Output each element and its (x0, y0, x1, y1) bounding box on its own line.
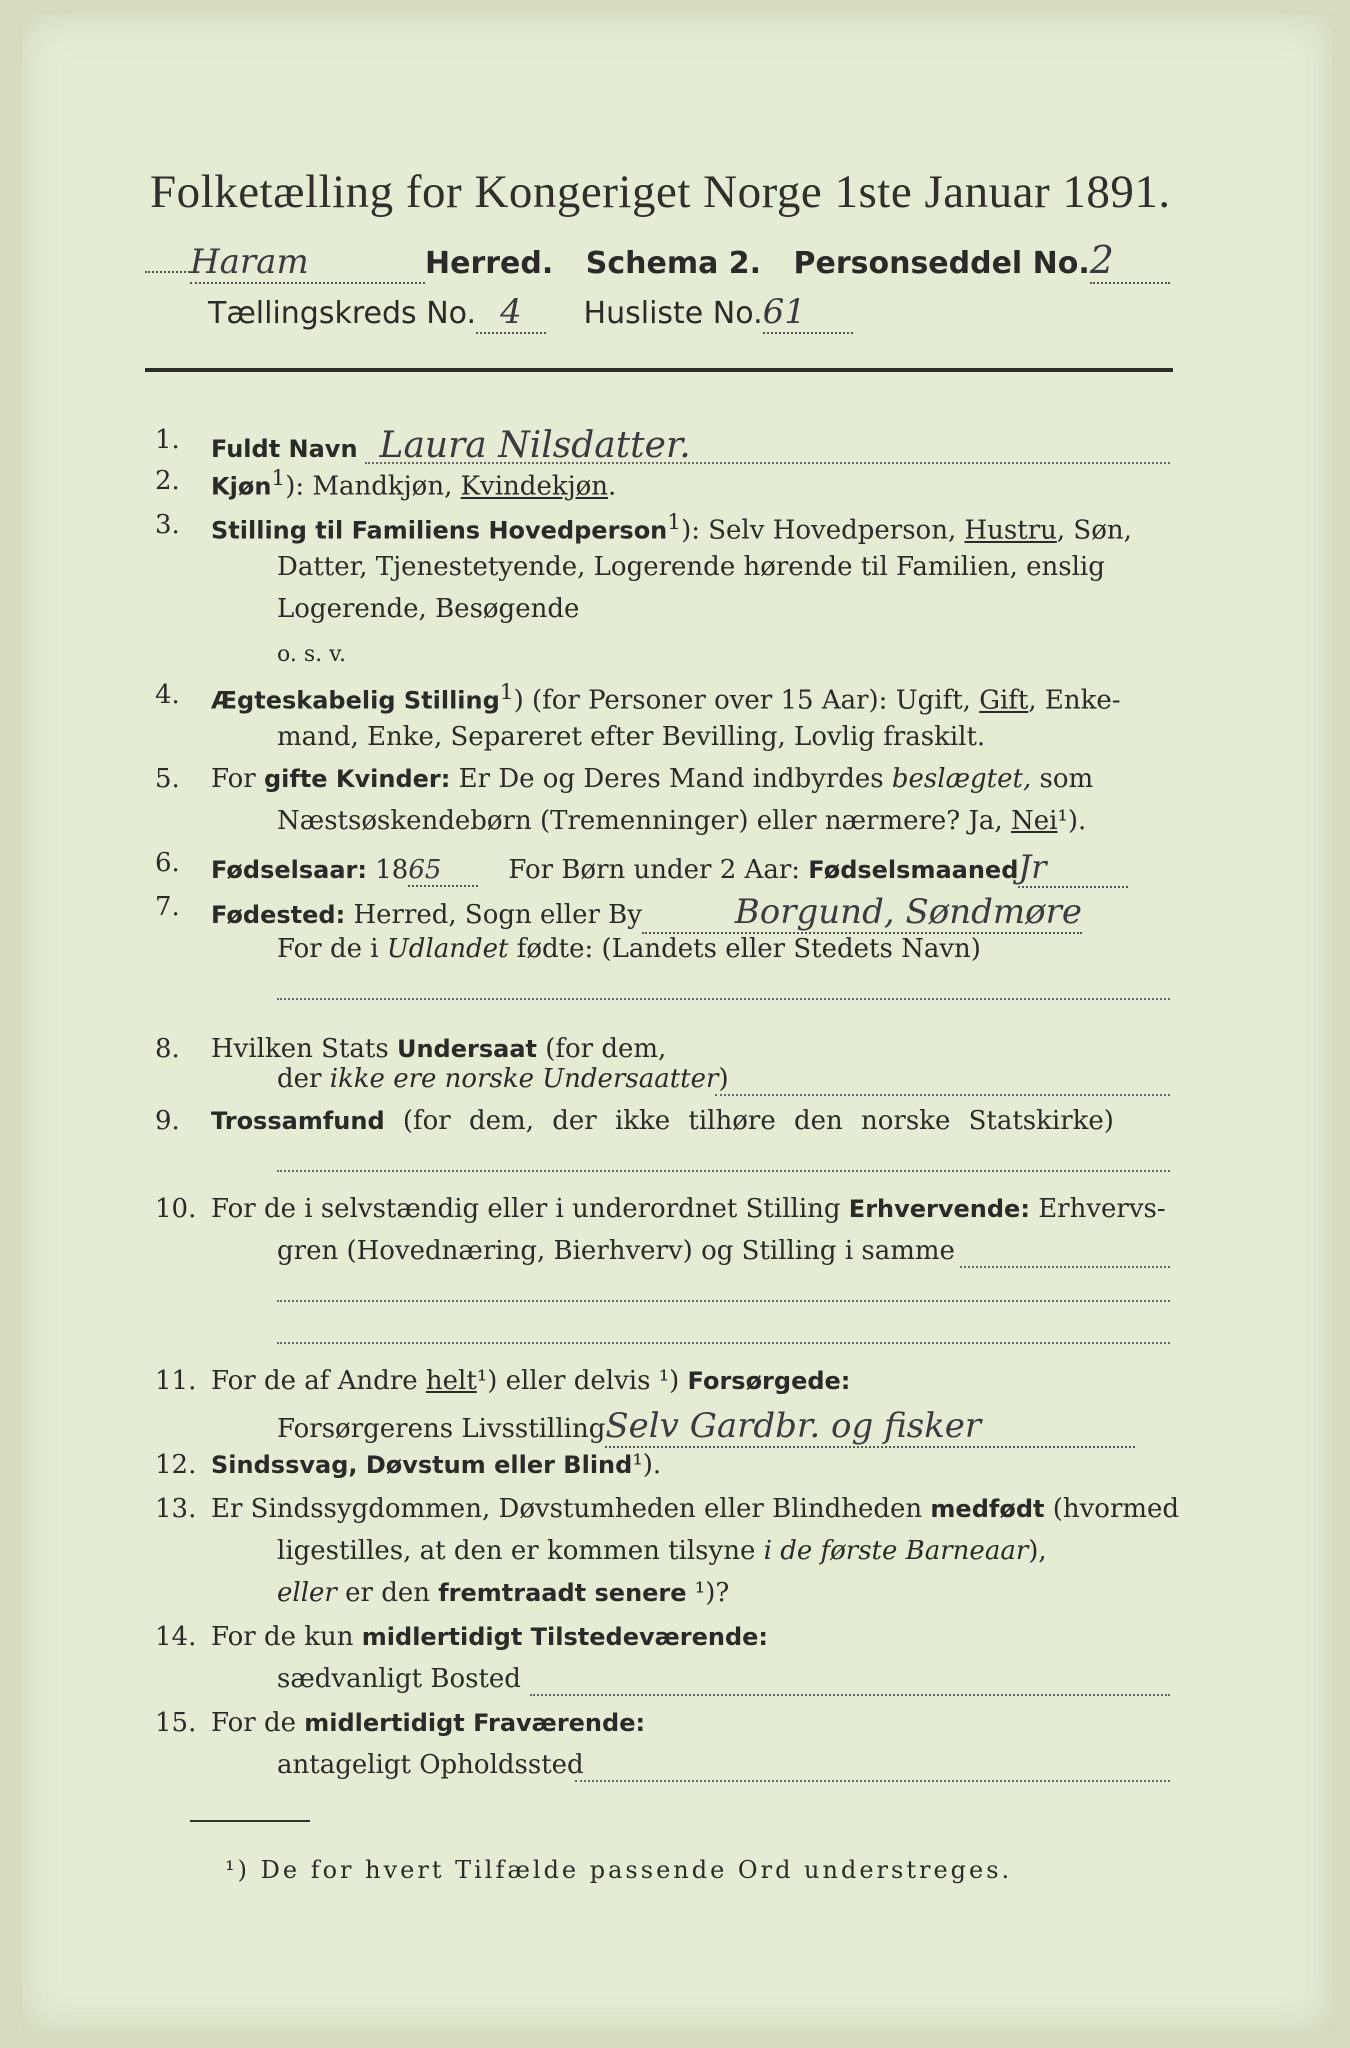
form-title: Folketælling for Kongeriget Norge 1ste Januar 1891. (150, 166, 1171, 218)
q13-line3-b: ¹)? (686, 1578, 730, 1608)
q11-label: Forsørgede: (687, 1367, 851, 1395)
q8-label: Undersaat (396, 1035, 537, 1063)
q13-line2-italic: i de første Barneaar (763, 1536, 1029, 1566)
q8-line2 (277, 1064, 729, 1094)
q15-text-a: For de (211, 1708, 305, 1738)
q1-value: Laura Nilsdatter. (379, 425, 691, 466)
q7-value: Borgund, Søndmøre (642, 892, 1082, 934)
q13-text-b: (hvormed (1044, 1494, 1180, 1524)
herred-line (145, 238, 1175, 284)
q8-line2-b: ) (718, 1064, 729, 1094)
q10-dotline-a (960, 1266, 1170, 1268)
q1-label: Fuldt Navn (211, 435, 358, 463)
q5-label: gifte Kvinder: (263, 765, 451, 793)
q11-num: 11. (155, 1366, 197, 1396)
q12-num: 12. (155, 1450, 197, 1480)
q10-num: 10. (155, 1194, 197, 1224)
q1-num: 1. (155, 425, 180, 455)
q12-label: Sindssvag, Døvstum eller Blind (211, 1451, 633, 1479)
q13-label: medfødt (930, 1495, 1045, 1523)
q4-num: 4. (155, 680, 180, 710)
personseddel-label: Personseddel No. (793, 246, 1090, 281)
q13-line3-label: fremtraadt senere (438, 1579, 687, 1607)
q4-line2: mand, Enke, Separeret efter Bevilling, Lovlig fraskilt. (277, 722, 986, 752)
q5-text-a: Er De og Deres Mand indbyrdes (450, 764, 892, 794)
q13-line2-b: ), (1028, 1536, 1047, 1566)
q3-line4: o. s. v. (277, 642, 346, 667)
q8-text-b: (for dem, (536, 1034, 667, 1064)
taellingskreds-value: 4 (476, 292, 546, 334)
q4-underlined: Gift (979, 685, 1029, 716)
q13-line2 (277, 1536, 1047, 1566)
q14-num: 14. (155, 1622, 197, 1652)
q6-label: Fødselsaar: (211, 856, 367, 884)
taellingskreds-line (208, 292, 1108, 334)
q15-dotline (575, 1780, 1170, 1782)
q5-num: 5. (155, 764, 180, 794)
q7-line2 (277, 934, 981, 964)
q5-line2-a: Næstsøskendebørn (Tremenninger) eller nærmere? Ja, (277, 806, 1011, 836)
q6-value: Jr (1018, 848, 1128, 888)
q13-text-a: Er Sindssygdommen, Døvstumheden eller Blindheden (211, 1494, 931, 1524)
q8-line2-italic: ikke ere norske Undersaatter (329, 1064, 719, 1094)
q14-text-a: For de kun (211, 1622, 362, 1652)
q11-value: Selv Gardbr. og fisker (605, 1406, 1135, 1448)
herred-label: Herred. (425, 246, 554, 281)
footnote-rule (190, 1820, 310, 1822)
q3-text-c: , Søn, (1056, 515, 1132, 546)
q5-text-c: som (1031, 764, 1094, 794)
q11-line2 (277, 1406, 1135, 1448)
q10-dotline-c (277, 1342, 1170, 1344)
q3-text-a: ): Selv Hovedperson, (681, 515, 965, 546)
q8-num: 8. (155, 1034, 180, 1064)
q2-label: Kjøn (211, 472, 272, 501)
q2-text-a: ): Mandkjøn, (285, 471, 461, 502)
q11-underlined: helt (425, 1366, 477, 1396)
q3-label: Stilling til Familiens Hovedperson (211, 516, 668, 545)
q6-label2: Fødselsmaaned (808, 856, 1019, 884)
q13-line3-italic: eller (277, 1578, 337, 1608)
q10-dotline-b (277, 1300, 1170, 1302)
q13-num: 13. (155, 1494, 197, 1524)
husliste-label: Husliste No. (583, 296, 763, 331)
q7-num: 7. (155, 892, 180, 922)
taellingskreds-label: Tællingskreds No. (208, 296, 476, 331)
header-rule (145, 368, 1173, 372)
q7-line2-b: fødte: (Landets eller Stedets Navn) (508, 934, 981, 964)
q5-text-italic: beslægtet, (891, 764, 1032, 794)
q5-line2-c: ¹). (1057, 806, 1087, 836)
q7-text-a: Herred, Sogn eller By (345, 900, 642, 930)
q5-line2 (277, 806, 1086, 836)
q14-label: midlertidigt Tilstedeværende: (361, 1623, 769, 1651)
q4-sup: 1 (499, 680, 514, 705)
q15-num: 15. (155, 1708, 197, 1738)
q10-text-b: Erhvervs- (1029, 1194, 1166, 1224)
q10-label: Erhvervende: (848, 1195, 1030, 1223)
q5-underlined: Nei (1010, 806, 1058, 836)
q9-label: Trossamfund (211, 1107, 385, 1135)
q3-line2: Datter, Tjenestetyende, Logerende hørende til Familien, enslig (277, 552, 1105, 582)
q4-text-c: , Enke- (1028, 685, 1121, 716)
q11-text-a: For de af Andre (211, 1366, 426, 1396)
q3-num: 3. (155, 510, 180, 540)
q10-text-a: For de i selvstændig eller i underordnet Stilling (211, 1194, 849, 1224)
q7-dotline (277, 998, 1170, 1000)
q4-label: Ægteskabelig Stilling (211, 686, 500, 715)
q3-sup: 1 (667, 510, 682, 535)
q7-line2-italic: Udlandet (386, 934, 509, 964)
q14-line2: sædvanligt Bosted (277, 1664, 521, 1694)
q11-line2-text: Forsørgerens Livsstilling (277, 1414, 606, 1444)
q8-text-a: Hvilken Stats (211, 1034, 397, 1064)
footnote: ¹) De for hvert Tilfælde passende Ord understreges. (225, 1856, 1013, 1884)
q3-line3: Logerende, Besøgende (277, 594, 580, 624)
q13-line2-a: ligestilles, at den er kommen tilsyne (277, 1536, 764, 1566)
q8-line2-a: der (277, 1064, 330, 1094)
q1-dotline (365, 462, 1170, 464)
q9-dotline (277, 1170, 1170, 1172)
q6-text-a: For Børn under 2 Aar: (508, 855, 809, 885)
q2-sup: 1 (271, 466, 286, 491)
q13-line3 (277, 1578, 729, 1608)
q15-line2: antageligt Opholdssted (277, 1750, 584, 1780)
q4-text-a: ) (for Personer over 15 Aar): Ugift, (513, 685, 980, 716)
q6-num: 6. (155, 848, 180, 878)
q10-line2: gren (Hovednæring, Bierhverv) og Stilling i samme (277, 1236, 955, 1266)
q7-label: Fødested: (211, 901, 346, 929)
q3-underlined: Hustru (964, 515, 1057, 546)
q12-text-a: ¹). (632, 1450, 662, 1480)
q2-text-c: . (608, 471, 617, 502)
personseddel-value: 2 (1090, 238, 1170, 284)
q2-underlined: Kvindekjøn (460, 471, 609, 502)
herred-value: Haram (190, 242, 425, 284)
q14-dotline (530, 1694, 1170, 1696)
q6-year-prefix: 18 (367, 855, 409, 885)
q13-line3-a: er den (336, 1578, 439, 1608)
q9-text-a: (for dem, der ikke tilhøre den norske Statskirke) (384, 1106, 1114, 1136)
q8-dotline (715, 1094, 1170, 1096)
husliste-value: 61 (763, 292, 853, 334)
q7-line2-a: For de i (277, 934, 387, 964)
q15-label: midlertidigt Fraværende: (304, 1709, 646, 1737)
q2-num: 2. (155, 466, 180, 496)
q6-year-value: 65 (408, 855, 478, 887)
q5-label-a: For (211, 764, 264, 794)
q9-num: 9. (155, 1106, 180, 1136)
schema-label: Schema 2. (585, 246, 762, 281)
q11-text-b: ¹) eller delvis ¹) (476, 1366, 688, 1396)
